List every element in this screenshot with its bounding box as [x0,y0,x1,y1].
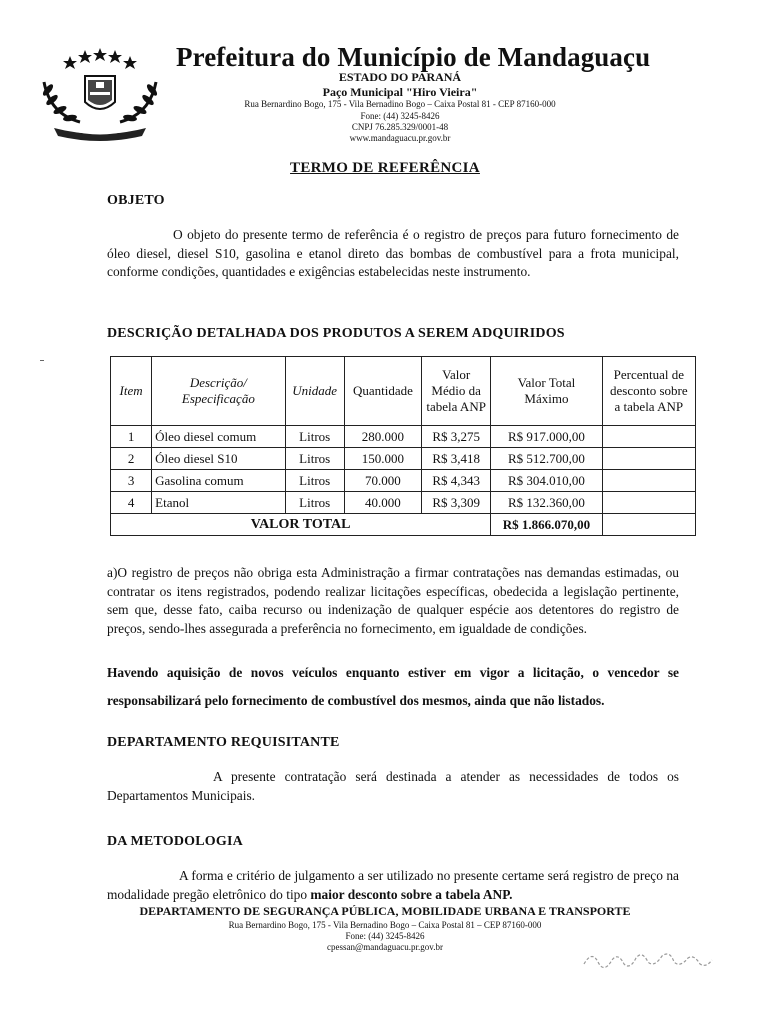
cell-quantidade: 150.000 [344,448,421,470]
footer-email: cpessan@mandaguacu.pr.gov.br [327,942,443,952]
cell-quantidade: 40.000 [344,492,421,514]
cell-item: 3 [111,470,152,492]
cell-valor-medio: R$ 4,343 [422,470,491,492]
col-unidade: Unidade [285,357,344,426]
table-row [111,470,696,492]
footer-department: DEPARTAMENTO DE SEGURANÇA PÚBLICA, MOBILIDADE URBANA E TRANSPORTE [139,904,631,918]
table-row [111,492,696,514]
table-header-row [111,357,696,426]
header-phone: Fone: (44) 3245-8426 [360,111,440,121]
total-label: VALOR TOTAL [111,514,491,536]
table-total-row [111,514,696,536]
col-quantidade: Quantidade [344,357,421,426]
cell-unidade: Litros [285,426,344,448]
total-value: R$ 1.866.070,00 [491,514,602,536]
nota-veiculos-text: Havendo aquisição de novos veículos enquanto estiver em vigor a licitação, o vencedor se responsabilizará pelo fornecimento de combustível dos mesmos, ainda que não listados. [107,665,679,708]
products-table [110,356,696,536]
cell-valor-medio: R$ 3,275 [422,426,491,448]
col-valor-total: Valor Total Máximo [491,357,602,426]
cell-percentual [602,426,695,448]
col-percentual: Percentual de desconto sobre a tabela ANP [602,357,695,426]
cell-percentual [602,492,695,514]
cell-valor-total: R$ 917.000,00 [491,426,602,448]
cell-descricao: Óleo diesel S10 [152,448,285,470]
cell-valor-total: R$ 512.700,00 [491,448,602,470]
cell-unidade: Litros [285,470,344,492]
cell-valor-medio: R$ 3,309 [422,492,491,514]
header-palace: Paço Municipal "Hiro Vieira" [322,85,478,99]
metodologia-text-bold: maior desconto sobre a tabela ANP. [310,886,513,902]
cell-valor-total: R$ 304.010,00 [491,470,602,492]
cell-valor-total: R$ 132.360,00 [491,492,602,514]
handwritten-initials-icon [578,946,718,972]
cell-percentual [602,448,695,470]
municipal-coat-of-arms-icon [30,44,170,144]
cell-unidade: Litros [285,448,344,470]
cell-item: 4 [111,492,152,514]
cell-quantidade: 280.000 [344,426,421,448]
cell-item: 1 [111,426,152,448]
metodologia-text [107,867,679,904]
col-valor-medio: Valor Médio da tabela ANP [422,357,491,426]
cell-valor-medio: R$ 3,418 [422,448,491,470]
table-row [111,448,696,470]
metodologia-text-normal: A forma e critério de julgamento a ser utilizado no presente certame será registro de preço na modalidade pregão eletrônico do tipo [107,868,679,902]
metodologia-heading: DA METODOLOGIA [107,834,243,849]
cell-descricao: Etanol [152,492,285,514]
objeto-text: O objeto do presente termo de referência é o registro de preços para futuro fornecimento de óleo diesel, diesel S10, gasolina e etanol direto das bombas de combustível para a frota municipal, conforme condições, quantidades e exigências estabelecidas neste instrumento. [107,227,679,279]
scan-edge-mark [40,360,44,361]
departamento-text: A presente contratação será destinada a atender as necessidades de todos os Departamentos Municipais. [107,769,679,803]
cell-percentual [602,470,695,492]
footer-phone: Fone: (44) 3245-8426 [345,931,425,941]
cell-descricao: Óleo diesel comum [152,426,285,448]
header-state: ESTADO DO PARANÁ [338,70,462,84]
footer-address: Rua Bernardino Bogo, 175 - Vila Bernadino Bogo – Caixa Postal 81 – CEP 87160-000 [228,920,542,930]
departamento-heading: DEPARTAMENTO REQUISITANTE [107,735,340,750]
nota-a-text: a)O registro de preços não obriga esta Administração a firmar contratações nas demandas estimadas, ou contratar os itens registrados, podendo realizar licitações específicas, obedecida a legislação pertinente, sem que, desse fato, caiba recurso ou indenização de qualquer espécie aos detentores do registro de preços, sendo-lhes assegurada a preferência no fornecimento, em igualdade de condições. [107,565,679,636]
total-percentual [602,514,695,536]
header-cnpj: CNPJ 76.285.329/0001-48 [351,122,449,132]
cell-descricao: Gasolina comum [152,470,285,492]
table-row [111,426,696,448]
header-address: Rua Bernardino Bogo, 175 - Vila Bernadino Bogo – Caixa Postal 81 - CEP 87160-000 [244,99,556,109]
descricao-heading: DESCRIÇÃO DETALHADA DOS PRODUTOS A SEREM ADQUIRIDOS [107,326,565,341]
objeto-heading: OBJETO [107,193,165,208]
col-descricao: Descrição/ Especificação [152,357,285,426]
cell-item: 2 [111,448,152,470]
cell-quantidade: 70.000 [344,470,421,492]
document-title: TERMO DE REFERÊNCIA [290,160,480,176]
col-item: Item [111,357,152,426]
cell-unidade: Litros [285,492,344,514]
header-website: www.mandaguacu.pr.gov.br [349,133,451,143]
header-title: Prefeitura do Município de Mandaguaçu [176,42,651,72]
